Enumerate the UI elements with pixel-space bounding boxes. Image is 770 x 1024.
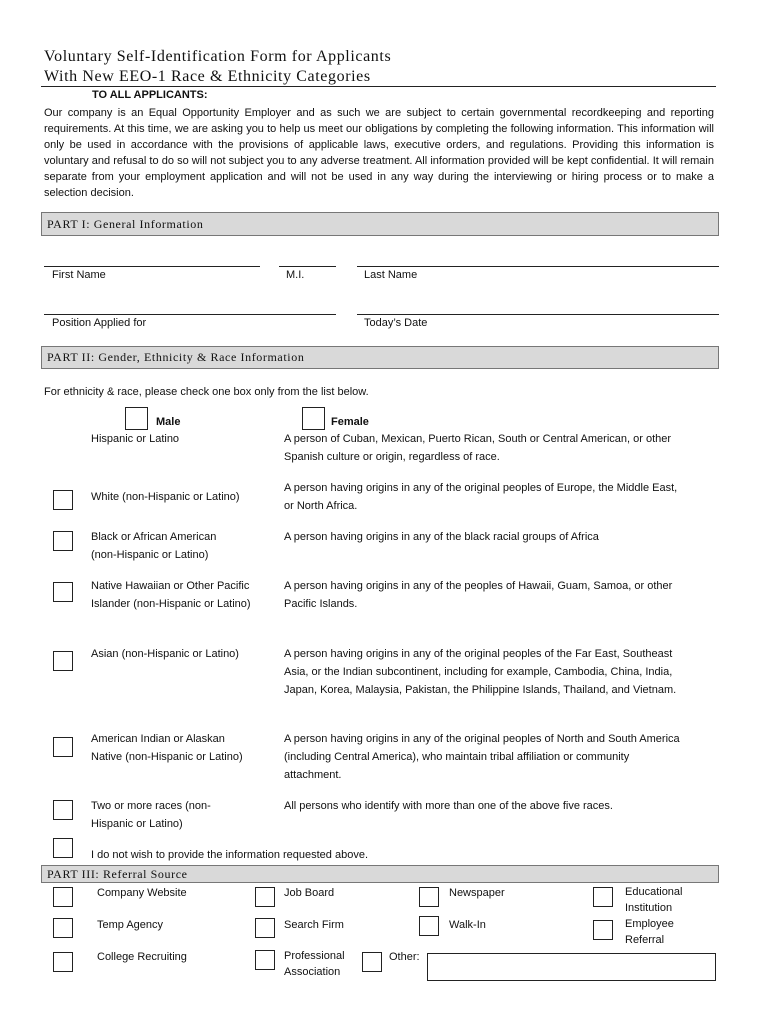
race-desc-black: A person having origins in any of the black racial groups of Africa: [284, 531, 599, 543]
part1-header: PART I: General Information: [41, 212, 719, 236]
race-label-two-or-more: Two or more races (non-Hispanic or Latino): [91, 800, 211, 830]
intro-paragraph: Our company is an Equal Opportunity Employer and as such we are subject to certain governmental recordkeeping and reporting requirements. At this time, we are asking you to help us meet our obligations by completing the following information. This information will only be used in accordance with the provisions of applicable laws, executive orders, and regulations. Providing this information is voluntary and refusal to do so will not subject you to any adverse treatment. All information provided will be kept confidential. It will remain separate from your employment application and will not be used in any way during the interviewing or hiring process or to make a selection decision.: [44, 107, 714, 199]
race-label-pacific-islander: Native Hawaiian or Other Pacific Islander (non-Hispanic or Latino): [91, 580, 251, 610]
other-label: Other:: [389, 951, 420, 963]
male-checkbox[interactable]: [125, 407, 148, 430]
race-desc-hispanic: A person of Cuban, Mexican, Puerto Rican, South or Central American, or other Spanish culture or origin, regardless of race.: [284, 433, 672, 463]
checkbox-employee-referral[interactable]: [593, 920, 613, 940]
form-title: Voluntary Self-Identification Form for Applicants: [44, 48, 392, 65]
form-subtitle: With New EEO-1 Race & Ethnicity Categories: [44, 68, 371, 85]
checkbox-company-website[interactable]: [53, 887, 73, 907]
checkbox-professional-association[interactable]: [255, 950, 275, 970]
search-firm-label: Search Firm: [284, 919, 344, 931]
checkbox-decline[interactable]: [53, 838, 73, 858]
other-input[interactable]: [427, 953, 716, 981]
race-desc-white: A person having origins in any of the original peoples of Europe, the Middle East, or North Africa.: [284, 482, 678, 512]
professional-association-label: Professional Association: [284, 950, 345, 978]
date-label: Today’s Date: [364, 317, 428, 329]
race-desc-american-indian: A person having origins in any of the original peoples of North and South America (including Central America), who maintain tribal affiliation or community attachment.: [284, 733, 680, 781]
race-label-asian: Asian (non-Hispanic or Latino): [91, 648, 239, 660]
checkbox-temp-agency[interactable]: [53, 918, 73, 938]
temp-agency-label: Temp Agency: [97, 919, 164, 931]
decline-label: I do not wish to provide the information requested above.: [91, 849, 369, 861]
checkbox-white[interactable]: [53, 490, 73, 510]
first-name-label: First Name: [52, 269, 106, 281]
female-checkbox[interactable]: [302, 407, 325, 430]
race-label-american-indian: American Indian or Alaskan Native (non-Hispanic or Latino): [91, 733, 243, 763]
race-desc-asian: A person having origins in any of the original peoples of the Far East, Southeast Asia, or the Indian subcontinent, including for example, Cambodia, China, India, Japan, Korea, Malaysia, Pakistan, the Philippine Islands, Thailand, and Vietnam.: [284, 648, 677, 696]
employee-referral-label: Employee Referral: [625, 918, 674, 946]
checkbox-pacific-islander[interactable]: [53, 582, 73, 602]
checkbox-search-firm[interactable]: [255, 918, 275, 938]
last-name-label: Last Name: [364, 269, 418, 281]
part2-header: PART II: Gender, Ethnicity & Race Information: [41, 346, 719, 369]
checkbox-educational-institution[interactable]: [593, 887, 613, 907]
mi-label: M.I.: [286, 269, 305, 281]
race-label-white: White (non-Hispanic or Latino): [91, 491, 240, 503]
race-label-hispanic: Hispanic or Latino: [91, 433, 180, 445]
newspaper-label: Newspaper: [449, 887, 505, 899]
checkbox-walk-in[interactable]: [419, 916, 439, 936]
checkbox-american-indian[interactable]: [53, 737, 73, 757]
race-label-black: Black or African American (non-Hispanic or Latino): [91, 531, 217, 561]
position-label: Position Applied for: [52, 317, 147, 329]
checkbox-black[interactable]: [53, 531, 73, 551]
walk-in-label: Walk-In: [449, 919, 486, 931]
checkbox-other[interactable]: [362, 952, 382, 972]
checkbox-asian[interactable]: [53, 651, 73, 671]
checkbox-two-or-more[interactable]: [53, 800, 73, 820]
checkbox-job-board[interactable]: [255, 887, 275, 907]
race-desc-pacific-islander: A person having origins in any of the peoples of Hawaii, Guam, Samoa, or other Pacific Islands.: [284, 580, 673, 610]
part3-header: PART III: Referral Source: [41, 865, 719, 883]
intro-heading: TO ALL APPLICANTS:: [92, 89, 208, 101]
ethnicity-instruction: For ethnicity & race, please check one box only from the list below.: [44, 386, 369, 398]
job-board-label: Job Board: [284, 887, 335, 899]
checkbox-newspaper[interactable]: [419, 887, 439, 907]
race-desc-two-or-more: All persons who identify with more than one of the above five races.: [284, 800, 613, 812]
female-label: Female: [331, 416, 369, 428]
checkbox-college-recruiting[interactable]: [53, 952, 73, 972]
company-website-label: Company Website: [97, 887, 187, 899]
educational-institution-label: Educational Institution: [625, 886, 683, 914]
college-recruiting-label: College Recruiting: [97, 951, 187, 963]
male-label: Male: [156, 416, 181, 428]
